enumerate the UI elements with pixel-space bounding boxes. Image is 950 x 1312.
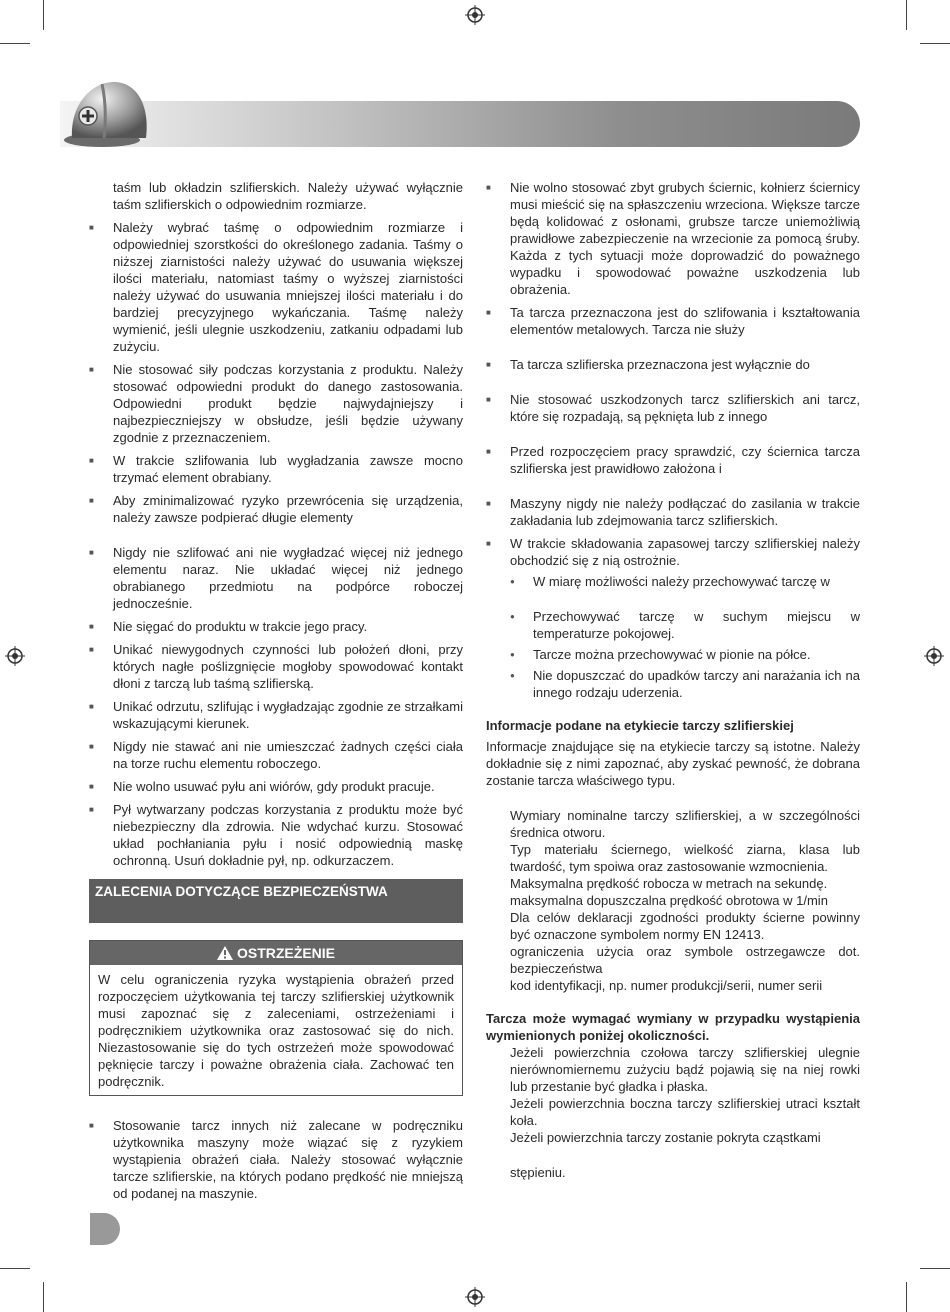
bullet-item: ■ Nie stosować siły podczas korzystania z produktu. Należy stosować odpowiedni produkt do danego zastosowania. Odpowiedni produkt będzie najwydajniejszy i najbezpieczniejszy w obsłudze, jeśli będzie używany zgodnie z przeznaczeniem. — [89, 361, 463, 446]
section-title: ZALECENIA DOTYCZĄCE BEZPIECZEŃSTWA — [89, 879, 463, 923]
warning-text: W celu ograniczenia ryzyka wystąpienia obrażeń przed rozpoczęciem użytkowania tej tarczy szlifierskiej użytkownik musi zapoznać się z zaleceniami, ostrzeżeniami i podręcznikiem użytkownika oraz zastosować się do nich. Niezastosowanie się do tych ostrzeżeń może spowodować pęknięcie tarczy i poważne obrażenia ciała. Zachować ten podręcznik. — [98, 972, 454, 1089]
safety-helmet-icon — [62, 74, 152, 150]
label-info-item: Wymiary nominalne tarczy szlifierskiej, a w szczególności średnica otworu. — [510, 808, 860, 840]
label-info-item: Typ materiału ściernego, wielkość ziarna, klasa lub twardość, tym spoiwa oraz zastosowanie wzmocnienia. — [510, 842, 860, 874]
label-info-item: Maksymalna prędkość robocza w metrach na sekundę. — [510, 876, 828, 891]
sub-bullet-item: ● W miarę możliwości należy przechowywać tarczę w — [486, 573, 860, 590]
bullet-item: ■ Ta tarcza szlifierska przeznaczona jest wyłącznie do — [486, 356, 860, 373]
warning-title: OSTRZEŻENIE — [236, 945, 335, 961]
bullet-item: ■ Nigdy nie stawać ani nie umieszczać żadnych części ciała na torze ruchu elementu roboczego. — [89, 738, 463, 772]
registration-mark-icon — [465, 1287, 485, 1307]
warning-box — [89, 940, 463, 1096]
replacement-item: Jeżeli powierzchnia boczna tarczy szlifierskiej utraci kształt koła. — [510, 1096, 860, 1128]
crop-mark — [906, 1282, 907, 1312]
bullet-item: ■ W trakcie szlifowania lub wygładzania zawsze mocno trzymać element obrabiany. — [89, 452, 463, 486]
registration-mark-icon — [924, 646, 944, 666]
subheading: Informacje podane na etykiecie tarczy szlifierskiej — [486, 718, 794, 733]
label-info-item: ograniczenia użycia oraz symbole ostrzegawcze dot. bezpieczeństwa — [510, 944, 860, 976]
bullet-item: ■ Należy wybrać taśmę o odpowiednim rozmiarze i odpowiedniej szorstkości do określonego zadania. Taśmy o niższej ziarnistości należy używać do usuwania większej ilości materiału, natomiast taśmy o wyższej ziarnistości należy używać do usuwania mniejszej ilości materiału i do bardziej precyzyjnego wykańczania. Taśmę należy wymienić, jeśli ulegnie uszkodzeniu, zatkaniu odpadami lub zużyciu. — [89, 219, 463, 355]
warning-header — [90, 941, 462, 965]
crop-mark — [0, 43, 30, 44]
crop-mark — [920, 43, 950, 44]
paragraph: Informacje znajdujące się na etykiecie tarczy są istotne. Należy dokładnie się z nimi zapoznać, aby zyskać pewność, że dobrana zostanie tarcza właściwego typu. — [486, 739, 860, 788]
right-column — [486, 179, 860, 1181]
bullet-item: ■ Maszyny nigdy nie należy podłączać do zasilania w trakcie zakładania lub zdejmowania tarcz szlifierskich. — [486, 495, 860, 529]
sub-bullet-item: ● Przechowywać tarczę w suchym miejscu w temperaturze pokojowej. — [486, 608, 860, 642]
bullet-item: ■ Nie wolno stosować zbyt grubych ściernic, kołnierz ściernicy musi mieścić się na spłaszczeniu wrzeciona. Większe tarcze będą kolidować z osłonami, grubsze tarcze uniemożliwią prawidłowe zabezpieczenie na wrzecionie za pomocą śruby. Każda z tych sytuacji może doprowadzić do poważnego wypadku i spowodować poważne uszkodzenia lub obrażenia. — [486, 179, 860, 298]
replacement-item: Jeżeli powierzchnia tarczy zostanie pokryta cząstkami — [510, 1130, 821, 1145]
header-bar — [60, 101, 860, 147]
bottom-left-block — [89, 1117, 463, 1202]
replacement-item: stępieniu. — [510, 1165, 566, 1180]
crop-mark — [920, 1268, 950, 1269]
crop-mark — [43, 0, 44, 30]
bullet-item: ■ Stosowanie tarcz innych niż zalecane w podręczniku użytkownika maszyny może wiązać się z ryzykiem wystąpienia obrażeń ciała. Należy stosować wyłącznie tarcze szlifierskie, na których podano prędkość nie mniejszą od podanej na maszynie. — [89, 1117, 463, 1202]
sub-bullet-item: ● Tarcze można przechowywać w pionie na półce. — [486, 646, 860, 663]
page-number-tab — [90, 1213, 120, 1245]
replacement-item: Jeżeli powierzchnia czołowa tarczy szlifierskiej ulegnie nierównomiernemu zużyciu bądź pojawią się na niej rowki lub przestanie być gładka i płaska. — [510, 1045, 860, 1094]
bullet-item: ■ Aby zminimalizować ryzyko przewrócenia się urządzenia, należy zawsze podpierać długie elementy — [89, 492, 463, 526]
crop-mark — [0, 1268, 30, 1269]
bullet-item: ■ Pył wytwarzany podczas korzystania z produktu może być niebezpieczny dla zdrowia. Nie wdychać kurzu. Stosować układ pochłaniania pyłu i nosić odpowiednią maskę ochronną. Usuń dokładnie pył, np. odkurzaczem. — [89, 801, 463, 869]
bullet-item: ■ Unikać niewygodnych czynności lub położeń dłoni, przy których nagłe poślizgnięcie mogłoby spowodować kontakt dłoni z tarczą lub taśmą szlifierską. — [89, 641, 463, 692]
bullet-item: ■ Nie wolno usuwać pyłu ani wiórów, gdy produkt pracuje. — [89, 778, 463, 795]
left-column — [89, 179, 463, 869]
bullet-item: ■ Unikać odrzutu, szlifując i wygładzając zgodnie ze strzałkami wskazującymi kierunek. — [89, 698, 463, 732]
sub-bullet-item: ● Nie dopuszczać do upadków tarczy ani narażania ich na innego rodzaju uderzenia. — [486, 667, 860, 701]
registration-mark-icon — [5, 646, 25, 666]
label-info-item: kod identyfikacji, np. numer produkcji/serii, numer serii — [510, 978, 823, 993]
label-info-item: Dla celów deklaracji zgodności produkty ścierne powinny być oznaczone symbolem normy EN 12413. — [510, 910, 860, 942]
bullet-item: ■ Nie sięgać do produktu w trakcie jego pracy. — [89, 618, 463, 635]
registration-mark-icon — [465, 5, 485, 25]
label-info-item: maksymalna dopuszczalna prędkość obrotowa w 1/min — [510, 893, 828, 908]
bullet-item: ■ Nigdy nie szlifować ani nie wygładzać więcej niż jednego elementu naraz. Nie układać więcej niż jednego obrabianego przedmiotu na podpórce roboczej jednocześnie. — [89, 544, 463, 612]
bullet-item: ■ Ta tarcza przeznaczona jest do szlifowania i kształtowania elementów metalowych. Tarcza nie służy — [486, 304, 860, 338]
bullet-item: ■ Nie stosować uszkodzonych tarcz szlifierskich ani tarcz, które się rozpadają, są pęknięta lub z innego — [486, 391, 860, 425]
subheading: Tarcza może wymagać wymiany w przypadku wystąpienia wymienionych poniżej okoliczności. — [486, 1011, 860, 1043]
crop-mark — [43, 1282, 44, 1312]
warning-triangle-icon — [217, 946, 233, 960]
bullet-item: ■ W trakcie składowania zapasowej tarczy szlifierskiej należy obchodzić się z nią ostrożnie. — [486, 535, 860, 569]
paragraph: taśm lub okładzin szlifierskich. Należy używać wyłącznie taśm szlifierskich o odpowiednim rozmiarze. — [113, 180, 463, 212]
crop-mark — [906, 0, 907, 30]
bullet-item: ■ Przed rozpoczęciem pracy sprawdzić, czy ściernica tarcza szlifierska jest prawidłowo założona i — [486, 443, 860, 477]
